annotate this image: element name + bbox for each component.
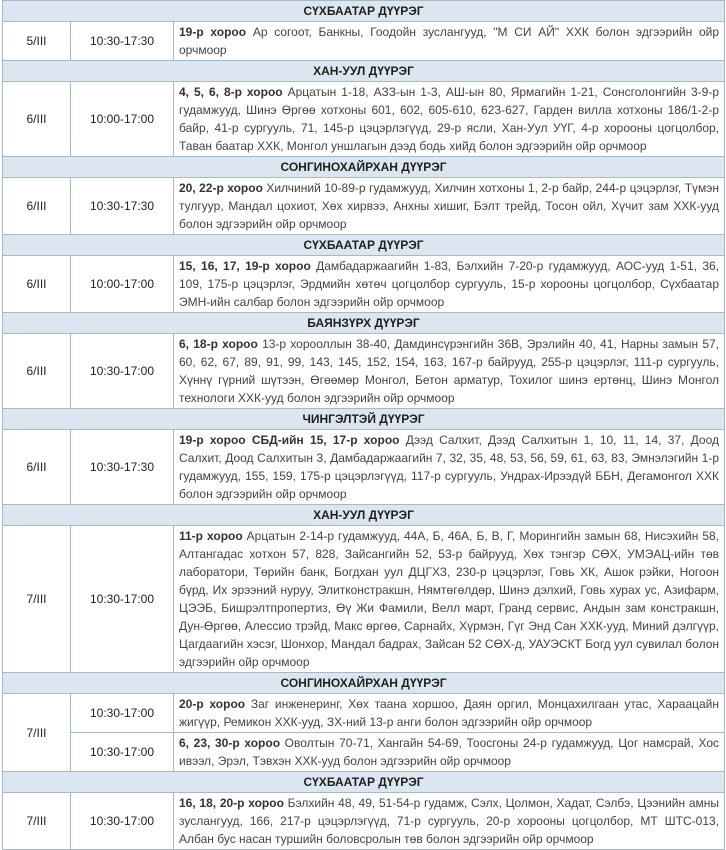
schedule-row: [3, 793, 725, 850]
date-cell: 6/III: [3, 82, 71, 157]
time-cell: 10:00-17:00: [71, 256, 174, 313]
area-cell: [174, 430, 725, 505]
date-cell: 7/III: [3, 526, 71, 673]
khoroo-label: 15, 16, 17, 19-р хороо: [179, 259, 311, 273]
khoroo-label: 4, 5, 6, 8-р хороо: [179, 85, 283, 99]
district-header-row: [3, 61, 725, 82]
area-description: Бэлхийн 48, 49, 51-54-р гудамж, Сэлх, Цолмон, Хадат, Сэлбэ, Цээнийн амны зуслангууд, 166, 217-р цэцэрлэгүүд, 71-р сургууль, 20-р хорооны цогцолбор, МТ ШТС-013, Албан бус насан туршийн боловсролын төв болон эдгээрийн ойр орчмоор: [179, 796, 720, 846]
schedule-row: [3, 430, 725, 505]
time-cell: 10:30-17:00: [71, 334, 174, 409]
area-cell: [174, 334, 725, 409]
district-header-row: [3, 409, 725, 430]
district-name: СҮХБААТАР ДҮҮРЭГ: [3, 772, 725, 793]
time-cell: 10:00-17:00: [71, 82, 174, 157]
district-name: ХАН-УУЛ ДҮҮРЭГ: [3, 61, 725, 82]
district-header-row: [3, 1, 725, 22]
schedule-row: [3, 178, 725, 235]
area-description: Арцатын 2-14-р гудамжууд, 44А, Б, 46А, Б, В, Г, Морингийн замын 68, Нисэхийн 58, Алтангадас хотхон 57, 828, Зайсангийн 52, 53-р байрууд, Хөх тэнгэр СӨХ, УМЭАЦ-ийн төв лаборатори, Төрийн банк, Богдхан уул ДЦГХЗ, 230-р цэцэрлэг, Говь ХК, Ашок рэйки, Ногоон бүрд, Их эрээний нуруу, Элитконстракшн, Нямтөгөлдөр, Шинэ дэлхий, Говь хурах ус, Азифарм, ЦЭЭБ, Бишрэлтпропертиз, Өү Жи Фамили, Велл март, Гранд сервис, Андын зам констракшн, Дун-Өргөө, Алессио трэйд, Макс өргөө, Сарнайх, Хүрмэн, Гүг Энд Сан ХХК-ууд, Миний дэлгүүр, Цагдаагийн хэсэг, Шонхор, Мандал бадрах, Зайсан 52 СӨХ-д, УАУЭСКТ Богд уул сувилал болон эдгээрийн ойр орчмоор: [179, 529, 720, 669]
khoroo-label: 16, 18, 20-р хороо: [179, 796, 284, 810]
schedule-row: [3, 256, 725, 313]
district-header-row: [3, 772, 725, 793]
time-cell: 10:30-17:30: [71, 430, 174, 505]
area-cell: [174, 82, 725, 157]
area-description: Дээд Салхит, Дээд Салхитын 1, 10, 11, 14, 37, Доод Салхит, Доод Салхитын 3, Дамбадаржаагийн 7, 32, 35, 48, 53, 56, 59, 61, 63, 83, Эмнэлэгийн 1-р гудамжууд, 155, 159, 175-р цэцэрлэгүүд, 117-р сургууль, Ундрах-Ирээдүй ББН, Дегамонгол ХХК болон эдгээрийн ойр орчмоор: [179, 433, 720, 501]
area-description: 13-р хорооллын 38-40, Дамдинсүрэнгийн 36В, Эрэлийн 40, 41, Нарны замын 57, 60, 62, 67, 89, 91, 99, 143, 145, 152, 154, 163, 167-р байрууд, 255-р цэцэрлэг, 111-р сургууль, Хүннү гүрний шүтээн, Өгөөмөр Монгол, Бетон арматур, Тохилог шинэ ертөнц, Шинэ Монгол технологи ХХК-ууд болон эдгээрийн ойр орчмоор: [179, 337, 720, 405]
outage-schedule-table: [2, 0, 725, 850]
date-cell: 6/III: [3, 430, 71, 505]
date-cell: 5/III: [3, 22, 71, 61]
khoroo-label: 6, 23, 30-р хороо: [179, 736, 281, 750]
date-cell: 7/III: [3, 694, 71, 772]
schedule-row: [3, 526, 725, 673]
district-header-row: [3, 505, 725, 526]
district-header-row: [3, 157, 725, 178]
district-name: СОНГИНОХАЙРХАН ДҮҮРЭГ: [3, 673, 725, 694]
district-header-row: [3, 673, 725, 694]
schedule-row: [3, 733, 725, 772]
date-cell: 7/III: [3, 793, 71, 850]
date-cell: 6/III: [3, 178, 71, 235]
time-cell: 10:30-17:30: [71, 178, 174, 235]
district-name: БАЯНЗҮРХ ДҮҮРЭГ: [3, 313, 725, 334]
area-description: Оволтын 70-71, Хангайн 54-69, Тоосгоны 24-р гудамжууд, Цог намсрай, Хос ивээл, Эрэл, Тэвхэн ХХК-ууд болон эдгээрийн ойр орчмоор: [179, 736, 720, 768]
area-description: Дамбадаржаагийн 1-83, Бэлхийн 7-20-р гудамжууд, АОС-ууд 1-51, 36, 109, 175-р цэцэрлэг, Эрдмийн хөтөч цогцолбор сургууль, 15-р хорооны цогцолбор, Сүхбаатар ЭМН-ийн салбар болон эдгээрийн ойр орчмоор: [179, 259, 720, 309]
district-name: ЧИНГЭЛТЭЙ ДҮҮРЭГ: [3, 409, 725, 430]
khoroo-label: 11-р хороо: [179, 529, 243, 543]
area-cell: [174, 256, 725, 313]
schedule-row: [3, 694, 725, 733]
time-cell: 10:30-17:00: [71, 733, 174, 772]
area-cell: [174, 694, 725, 733]
area-description: Хилчиний 10-89-р гудамжууд, Хилчин хотхоны 1, 2-р байр, 244-р цэцэрлэг, Түмэн тулгуур, Мандал цохиот, Хөх хирвээ, Анхны хишиг, Бэлт трейд, Тосон ойл, Хүчит зам ХХК-ууд болон эдгээрийн ойр орчмоор: [179, 181, 720, 231]
schedule-row: [3, 334, 725, 409]
area-cell: [174, 526, 725, 673]
khoroo-label: 20, 22-р хороо: [179, 181, 263, 195]
district-name: СҮХБААТАР ДҮҮРЭГ: [3, 1, 725, 22]
time-cell: 10:30-17:00: [71, 526, 174, 673]
district-name: СҮХБААТАР ДҮҮРЭГ: [3, 235, 725, 256]
time-cell: 10:30-17:00: [71, 793, 174, 850]
time-cell: 10:30-17:30: [71, 22, 174, 61]
schedule-row: [3, 82, 725, 157]
area-description: Арцатын 1-18, АЗЗ-ын 1-3, АШ-ын 80, Ярмагийн 1-21, Сонсголонгийн 3-9-р гудамжууд, Шинэ Өргөө хотхоны 601, 602, 605-610, 623-627, Гарден вилла хотхоны 186/1-2-р байр, 41-р сургууль, 71, 145-р цэцэрлэгүүд, 29-р ясли, Хан-Уул УҮГ, 4-р хорооны цогцолбор, Таван баатар ХХК, Монгол уншлагын дээд бодь хийд болон эдгээрийн ойр орчмоор: [179, 85, 720, 153]
area-cell: [174, 793, 725, 850]
area-description: Заг инженеринг, Хөх таана хоршоо, Даян оргил, Монцахилгаан утас, Хараацайн жигүүр, Ремикон ХХК-ууд, ЗХ-ний 13-р анги болон эдгээрийн ойр орчмоор: [179, 697, 720, 729]
area-description: Ар согоот, Банкны, Гоодойн зуслангууд, "М СИ АЙ" ХХК болон эдгээрийн ойр орчмоор: [179, 25, 720, 57]
district-name: ХАН-УУЛ ДҮҮРЭГ: [3, 505, 725, 526]
district-name: СОНГИНОХАЙРХАН ДҮҮРЭГ: [3, 157, 725, 178]
khoroo-label: 20-р хороо: [179, 697, 246, 711]
schedule-row: [3, 22, 725, 61]
district-header-row: [3, 235, 725, 256]
area-cell: [174, 22, 725, 61]
khoroo-label: 19-р хороо: [179, 25, 247, 39]
district-header-row: [3, 313, 725, 334]
area-cell: [174, 733, 725, 772]
khoroo-label: 19-р хороо СБД-ийн 15, 17-р хороо: [179, 433, 400, 447]
date-cell: 6/III: [3, 256, 71, 313]
date-cell: 6/III: [3, 334, 71, 409]
time-cell: 10:30-17:00: [71, 694, 174, 733]
khoroo-label: 6, 18-р хороо: [179, 337, 258, 351]
area-cell: [174, 178, 725, 235]
